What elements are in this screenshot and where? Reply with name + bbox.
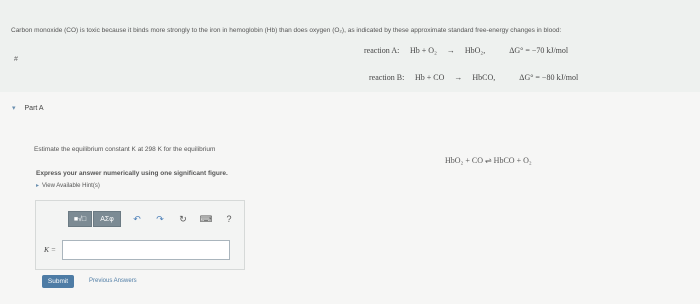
collapse-caret-icon[interactable]: ▾: [12, 105, 16, 112]
keyboard-icon[interactable]: ⌨: [199, 213, 213, 224]
reaction-a-arrow: →: [446, 46, 455, 55]
problem-header: [0, 0, 700, 92]
submit-button[interactable]: Submit: [42, 275, 74, 288]
help-icon[interactable]: ?: [226, 214, 232, 224]
reaction-a-label: reaction A:: [364, 46, 400, 55]
reaction-b: [369, 73, 578, 82]
question-text: Estimate the equilibrium constant K at 298 K for the equilibrium: [34, 146, 216, 153]
part-panel: [0, 92, 700, 304]
math-toolbar: [68, 212, 236, 226]
reaction-b-lhs: Hb + CO: [415, 73, 445, 82]
reaction-b-label: reaction B:: [369, 73, 405, 82]
reaction-a-rhs: HbO₂,: [464, 46, 486, 55]
redo-icon[interactable]: ↷: [156, 213, 164, 224]
reaction-b-rhs: HbCO,: [472, 73, 496, 82]
greek-symbols-button[interactable]: AΣφ: [93, 211, 121, 227]
answer-instructions: Express your answer numerically using one significant figure.: [36, 170, 228, 177]
reaction-a: [364, 46, 568, 55]
problem-intro: Carbon monoxide (CO) is toxic because it binds more strongly to the iron in hemoglobin (Hb) than does oxygen (O₂), as indicated by these approximate standard free-energy changes in blood:: [11, 27, 562, 34]
templates-button[interactable]: ■√□: [68, 211, 92, 227]
k-label: K =: [44, 245, 56, 254]
answer-input[interactable]: [62, 240, 230, 260]
reset-icon[interactable]: ↻: [179, 213, 187, 224]
undo-icon[interactable]: ↶: [133, 213, 141, 224]
hints-caret-icon: ▸: [36, 183, 40, 189]
part-a-title: Part A: [24, 104, 44, 112]
equilibrium-equation: HbO₂ + CO ⇌ HbCO + O₂: [445, 156, 532, 165]
hash-marker: #: [14, 56, 18, 63]
reaction-a-lhs: Hb + O₂: [410, 46, 437, 55]
hints-label: View Available Hint(s): [42, 183, 100, 189]
part-a-header[interactable]: [12, 104, 44, 112]
reaction-b-dg: ΔG° = −80 kJ/mol: [519, 73, 579, 82]
view-hints-link[interactable]: [36, 182, 100, 189]
reaction-a-dg: ΔG° = −70 kJ/mol: [509, 46, 569, 55]
reaction-b-arrow: →: [454, 73, 463, 82]
previous-answers-link[interactable]: Previous Answers: [89, 278, 137, 284]
